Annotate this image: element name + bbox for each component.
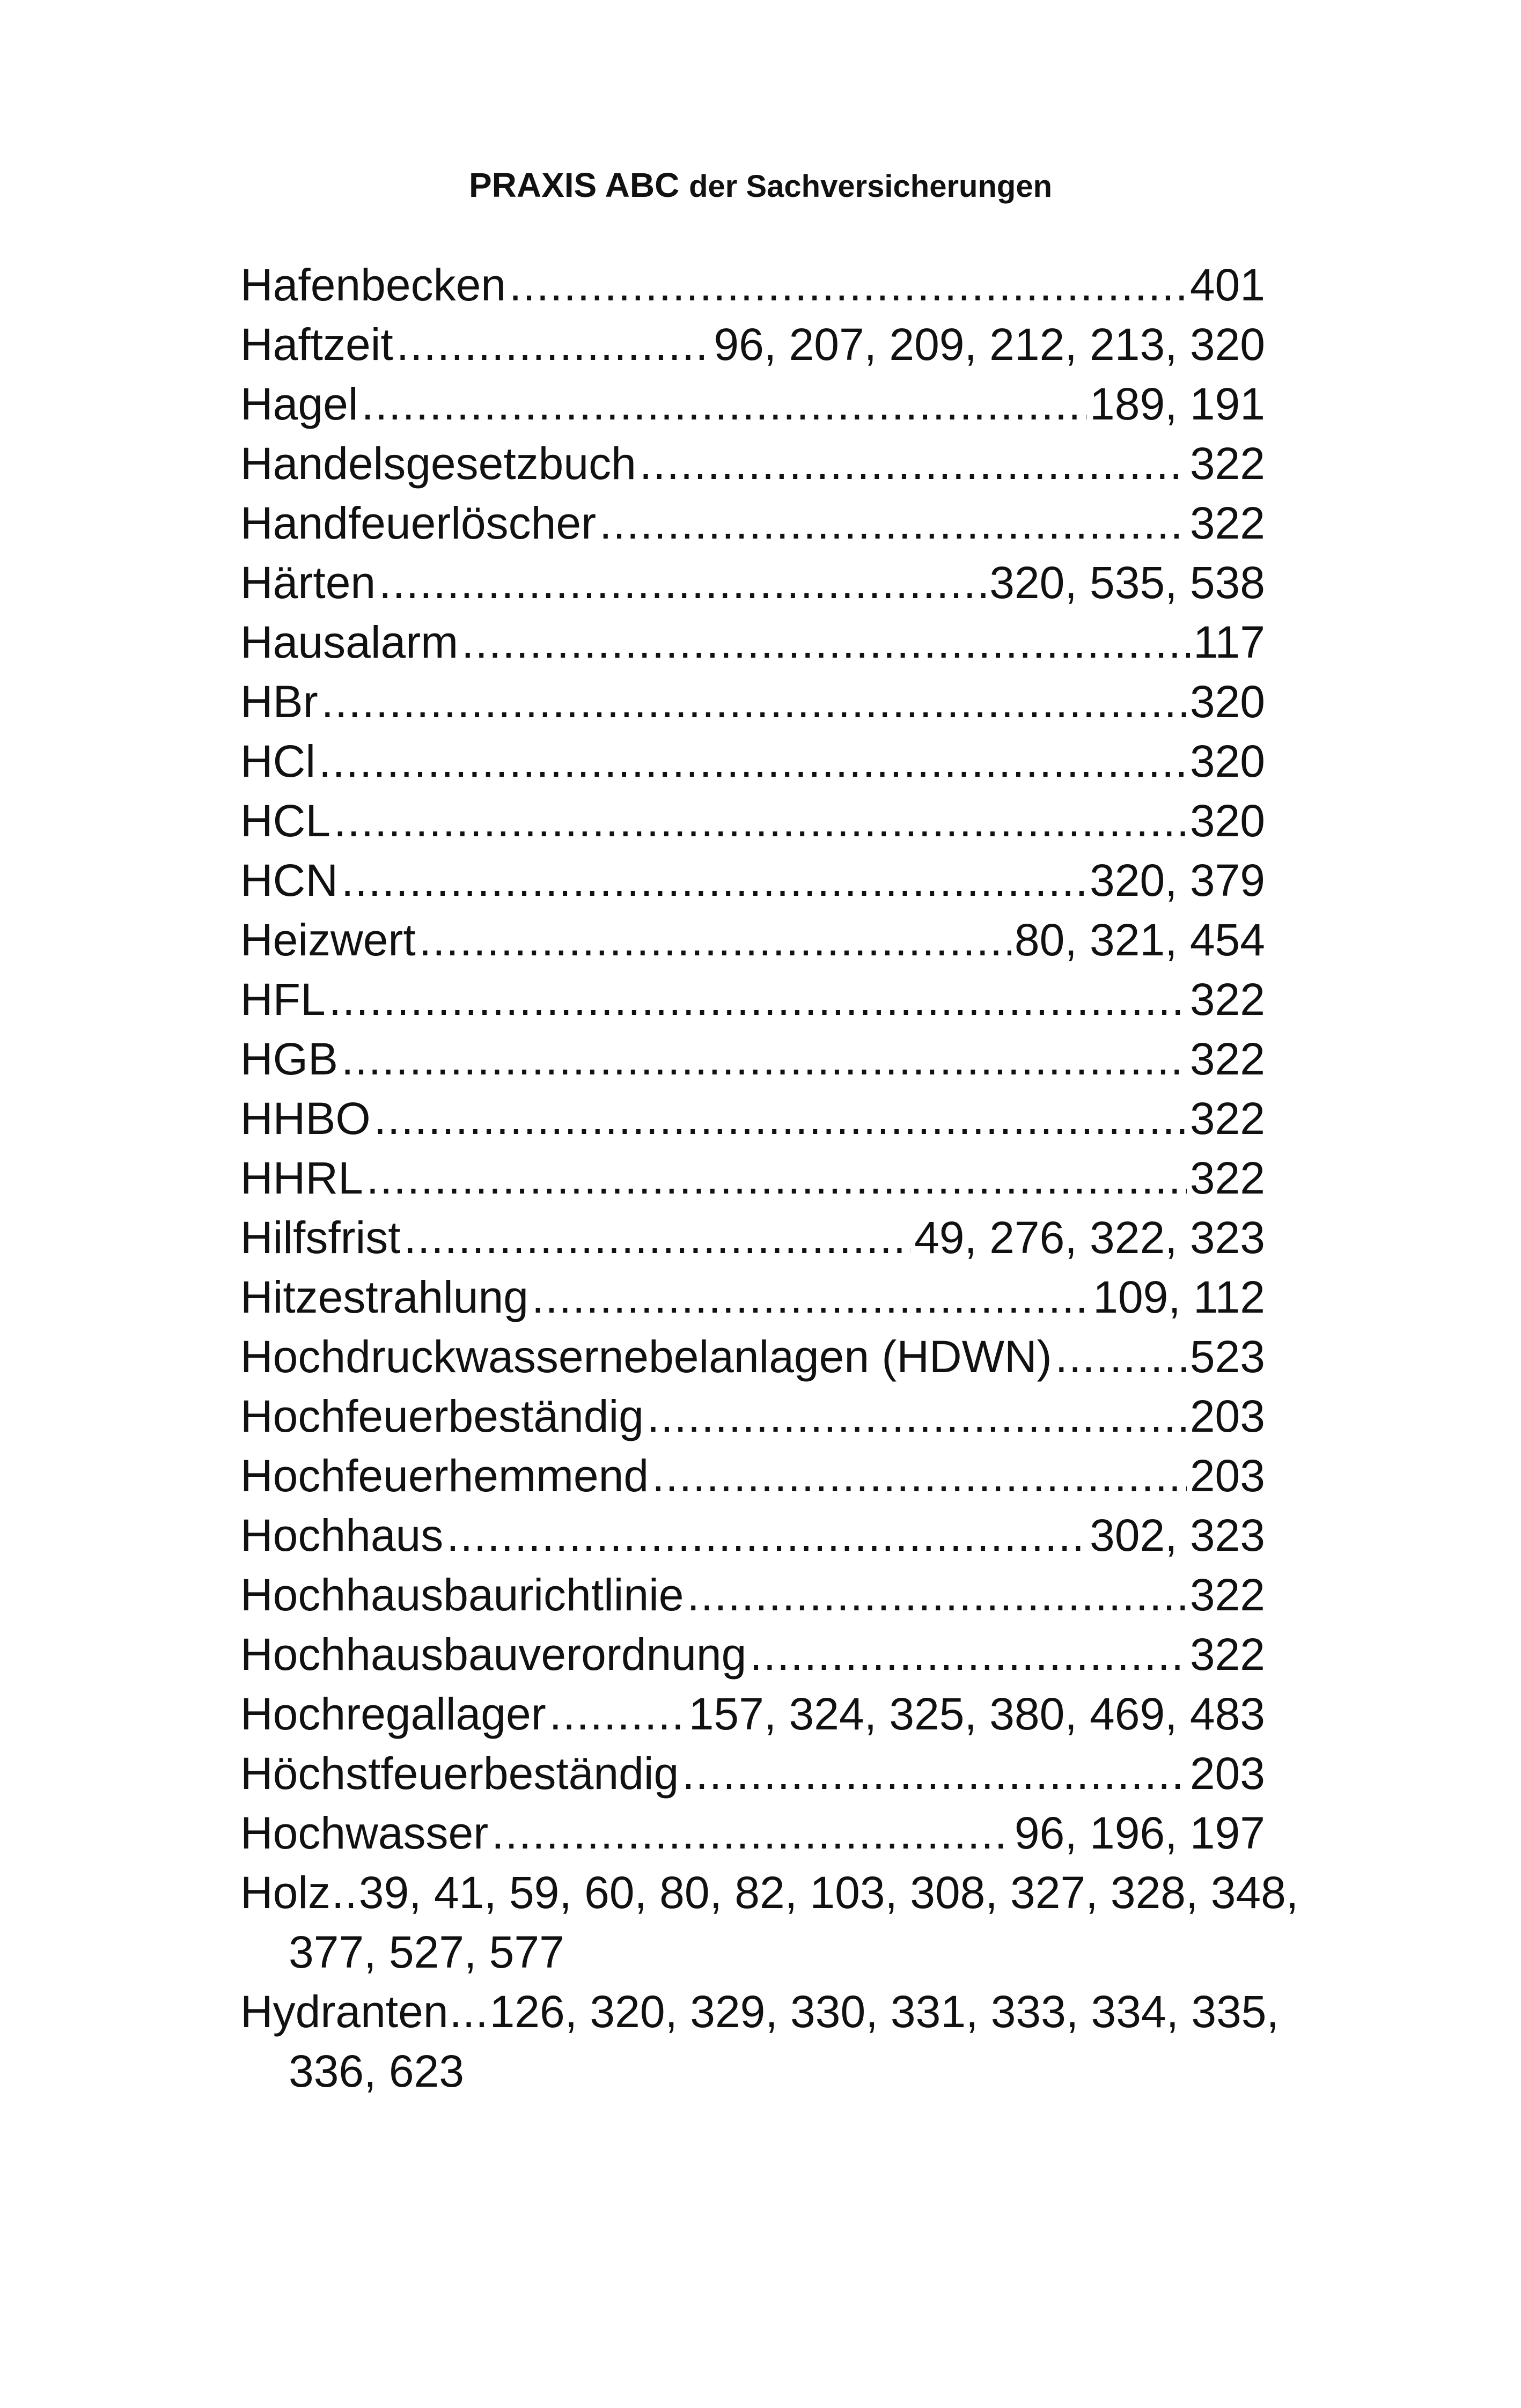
index-pages: 96, 207, 209, 212, 213, 320: [714, 319, 1265, 370]
index-pages: 322: [1189, 1093, 1265, 1144]
index-term: HFL: [240, 974, 326, 1025]
index-entry: [240, 255, 1265, 315]
header-title-bold: PRAXIS ABC: [468, 166, 680, 204]
index-pages-continued: 377, 527, 577: [289, 1927, 564, 1977]
index-term: Hochregallager: [240, 1689, 546, 1739]
index-pages: 322: [1189, 498, 1265, 548]
index-pages: 189, 191: [1090, 379, 1265, 429]
index-pages: 320, 379: [1090, 855, 1265, 905]
dot-leader: ..: [332, 1867, 358, 1918]
dot-leader: [419, 910, 1011, 970]
index-pages: 320, 535, 538: [989, 557, 1265, 608]
index-entry-wrapped: [240, 1982, 1279, 2101]
dot-leader: [446, 1506, 1086, 1565]
dot-leader: [329, 970, 1187, 1029]
index-entry: [240, 1446, 1265, 1506]
index-entry: [240, 851, 1265, 910]
index-term: Höchstfeuerbeständig: [240, 1748, 679, 1799]
index-term: Heizwert: [240, 915, 416, 965]
index-pages: 401: [1189, 260, 1265, 310]
index-term: Hilfsfrist: [240, 1212, 401, 1263]
index-entry: [240, 1327, 1265, 1387]
index-entry: [240, 1565, 1265, 1625]
dot-leader: [647, 1387, 1187, 1446]
index-pages: 157, 324, 325, 380, 469, 483: [688, 1689, 1265, 1739]
dot-leader: [549, 1684, 686, 1744]
index-term: Hydranten: [240, 1986, 449, 2037]
dot-leader: [396, 315, 711, 374]
index-term: Hochhaus: [240, 1510, 444, 1560]
dot-leader: [1055, 1327, 1187, 1387]
dot-leader: [682, 1744, 1187, 1803]
index-entry-line: [240, 1863, 1299, 1923]
index-entry: [240, 1387, 1265, 1446]
index-term: Haftzeit: [240, 319, 393, 370]
index-pages: 80, 321, 454: [1014, 915, 1265, 965]
index-entry: [240, 315, 1265, 374]
index-term: Handfeuerlöscher: [240, 498, 597, 548]
dot-leader: [687, 1565, 1187, 1625]
index-entry: [240, 910, 1265, 970]
index-entry: [240, 1803, 1265, 1863]
dot-leader: [599, 494, 1187, 553]
index-entry: [240, 672, 1265, 732]
index-list: [240, 255, 1299, 2101]
index-pages: 302, 323: [1090, 1510, 1265, 1560]
running-header: [0, 161, 1521, 211]
index-entry: [240, 553, 1265, 613]
index-term: Hochfeuerbeständig: [240, 1391, 644, 1441]
index-pages: 320: [1189, 736, 1265, 786]
dot-leader: [334, 791, 1187, 851]
index-term: Hausalarm: [240, 617, 459, 667]
index-entry: [240, 494, 1265, 553]
index-pages: 39, 41, 59, 60, 80, 82, 103, 308, 327, 328, 348,: [358, 1867, 1299, 1918]
dot-leader: [461, 613, 1190, 672]
index-entry: [240, 1625, 1265, 1684]
index-pages: 109, 112: [1093, 1272, 1265, 1322]
index-pages: 322: [1189, 1570, 1265, 1620]
index-term: Hochdruckwassernebelanlagen (HDWN): [240, 1331, 1052, 1382]
index-term: HCl: [240, 736, 315, 786]
index-term: Handelsgesetzbuch: [240, 438, 636, 489]
index-entry: [240, 1089, 1265, 1148]
index-pages: 320: [1189, 676, 1265, 727]
index-entry: [240, 1208, 1265, 1268]
index-pages: 322: [1189, 1629, 1265, 1680]
dot-leader: [341, 1029, 1187, 1089]
index-pages: 523: [1189, 1331, 1265, 1382]
index-pages: 96, 196, 197: [1014, 1808, 1265, 1858]
dot-leader: [374, 1089, 1187, 1148]
dot-leader: [491, 1803, 1011, 1863]
dot-leader: [750, 1625, 1186, 1684]
index-entry-wrapped: [240, 1863, 1299, 1982]
index-entry: [240, 613, 1265, 672]
index-pages: 322: [1189, 438, 1265, 489]
index-entry: [240, 1744, 1265, 1803]
dot-leader: [319, 732, 1187, 791]
index-entry: [240, 970, 1265, 1029]
index-term: HBr: [240, 676, 318, 727]
index-entry-line: [240, 1982, 1279, 2042]
index-pages: 203: [1189, 1748, 1265, 1799]
index-term: HCN: [240, 855, 338, 905]
index-term: HCL: [240, 796, 331, 846]
index-term: Hochwasser: [240, 1808, 489, 1858]
index-term: Härten: [240, 557, 376, 608]
index-term: Hochhausbaurichtlinie: [240, 1570, 684, 1620]
index-term: HHBO: [240, 1093, 371, 1144]
index-pages: 117: [1193, 617, 1265, 667]
index-pages: 322: [1189, 1034, 1265, 1084]
dot-leader: [404, 1208, 911, 1268]
dot-leader: [509, 255, 1187, 315]
index-pages: 49, 276, 322, 323: [914, 1212, 1265, 1263]
index-term: HGB: [240, 1034, 339, 1084]
index-entry: [240, 1268, 1265, 1327]
index-entry: [240, 1029, 1265, 1089]
index-term: Hochfeuerhemmend: [240, 1450, 649, 1501]
dot-leader: [379, 553, 986, 613]
index-entry: [240, 434, 1265, 494]
index-pages: 320: [1189, 796, 1265, 846]
index-term: Holz: [240, 1867, 331, 1918]
header-title-rest: der Sachversicherungen: [689, 169, 1053, 204]
index-term: Hitzestrahlung: [240, 1272, 528, 1322]
index-entry: [240, 1148, 1265, 1208]
index-pages: 126, 320, 329, 330, 331, 333, 334, 335,: [489, 1986, 1279, 2037]
index-pages: 203: [1189, 1391, 1265, 1441]
dot-leader: [341, 851, 1086, 910]
dot-leader: [366, 1148, 1187, 1208]
dot-leader: [361, 374, 1086, 434]
dot-leader: [321, 672, 1187, 732]
dot-leader: [532, 1268, 1090, 1327]
dot-leader: ...: [449, 1986, 489, 2037]
index-entry: [240, 791, 1265, 851]
index-entry: [240, 374, 1265, 434]
index-entry: [240, 1684, 1265, 1744]
index-pages: 203: [1189, 1450, 1265, 1501]
index-pages: 322: [1189, 1153, 1265, 1203]
dot-leader: [640, 434, 1187, 494]
index-pages-continued: 336, 623: [289, 2046, 464, 2096]
index-term: HHRL: [240, 1153, 363, 1203]
dot-leader: [652, 1446, 1187, 1506]
index-term: Hafenbecken: [240, 260, 506, 310]
index-term: Hagel: [240, 379, 358, 429]
index-entry: [240, 1506, 1265, 1565]
index-pages: 322: [1189, 974, 1265, 1025]
index-entry: [240, 732, 1265, 791]
index-term: Hochhausbauverordnung: [240, 1629, 747, 1680]
